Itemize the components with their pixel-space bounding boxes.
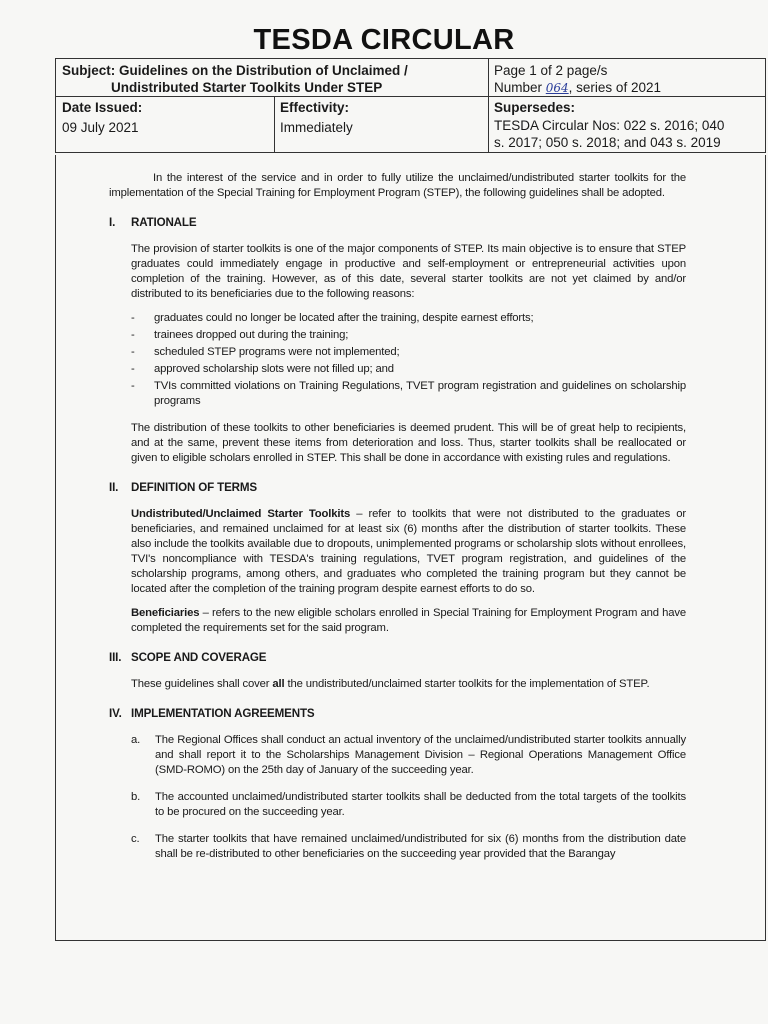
list-item: - trainees dropped out during the training; [131, 328, 686, 343]
circular-content [109, 171, 686, 874]
scope-paragraph: These guidelines shall cover all the undistributed/unclaimed starter toolkits for the implementation of STEP. [131, 678, 650, 690]
section-scope [109, 677, 686, 692]
list-item: - TVIs committed violations on Training Regulations, TVET program registration and guidelines on scholarship programs [131, 379, 686, 409]
effectivity-value: Immediately [280, 120, 353, 135]
implementation-list [109, 733, 686, 862]
circular-body-frame [55, 155, 766, 941]
effectivity-cell [280, 99, 480, 136]
supersedes-label: Supersedes: [494, 100, 576, 115]
date-issued-value: 09 July 2021 [62, 120, 139, 135]
effectivity-label: Effectivity: [280, 100, 350, 115]
reasons-list [131, 311, 686, 409]
list-item: b. The accounted unclaimed/undistributed starter toolkits shall be deducted from the total targets of the toolkits to be procured on the succeeding year. [131, 791, 686, 818]
list-item: - scheduled STEP programs were not implemented; [131, 345, 686, 360]
section-heading-rationale: I. RATIONALE [109, 216, 197, 229]
date-issued-cell [62, 99, 267, 136]
page-title: TESDA CIRCULAR [253, 24, 515, 56]
handwritten-number: 064 [545, 81, 569, 95]
circular-number: Number 064, series of 2021 [494, 80, 661, 95]
subject-line-1: Guidelines on the Distribution of Unclaimed / [119, 63, 408, 78]
list-item: - graduates could no longer be located after the training, despite earnest efforts; [131, 311, 686, 326]
rationale-paragraph-2: The distribution of these toolkits to other beneficiaries is deemed prudent. This will be of great help to recipients, and at the same, prevent these items from deterioration and loss. Thus, starter toolkits shall be reallocated or given to eligible scholars enrolled in STEP. This shall be done in accordance with existing rules and regulations. [131, 422, 686, 464]
subject-cell [62, 62, 482, 96]
definition-toolkits: Undistributed/Unclaimed Starter Toolkits – refer to toolkits that were not distributed to the graduates or beneficiaries, and remained unclaimed for at least six (6) months after the distribution of starter toolkits. These also include the toolkits available due to dropouts, unimplemented programs or scholarship slots without enrollees, TVI's noncompliance with TESDA's training regulations, TVET program registration, and guidelines of the scholarship programs, among others, and graduates who completed the training program but they cannot be located after the completion of the training program despite earnest efforts to do so. [131, 508, 686, 595]
section-definition [109, 507, 686, 636]
definition-beneficiaries: Beneficiaries – refers to the new eligible scholars enrolled in Special Training for Employment Program and have completed the requirements set for the said program. [131, 607, 686, 634]
intro-paragraph: In the interest of the service and in order to fully utilize the unclaimed/undistributed starter toolkits for the implementation of the Special Training for Employment Program (STEP), the following guidelines shall be adopted. [109, 172, 686, 199]
list-item: a. The Regional Offices shall conduct an actual inventory of the unclaimed/undistributed starter toolkits annually and shall report it to the Scholarships Management Division – Regional Operations Management Office (SMD-ROMO) on the 25th day of January of the succeeding year. [131, 734, 686, 776]
rationale-paragraph-1: The provision of starter toolkits is one of the major components of STEP. Its main objective is to ensure that STEP graduates could immediately engage in productive and self-employment or entrepreneurial activities upon completion of the training. However, as of this date, several starter toolkits are not yet claimed by and/or distributed to its beneficiaries due to the following reasons: [131, 243, 686, 300]
supersedes-line-2: s. 2017; 050 s. 2018; and 043 s. 2019 [494, 135, 721, 150]
section-heading-scope: III. SCOPE AND COVERAGE [109, 651, 267, 664]
supersedes-line-1: TESDA Circular Nos: 022 s. 2016; 040 [494, 118, 725, 133]
date-issued-label: Date Issued: [62, 100, 143, 115]
subject-label: Subject: [62, 63, 116, 78]
section-heading-definition: II. DEFINITION OF TERMS [109, 481, 257, 494]
circular-header-table [55, 58, 766, 153]
supersedes-cell [494, 99, 764, 151]
page-info: Page 1 of 2 page/s [494, 63, 608, 78]
section-heading-implementation: IV. IMPLEMENTATION AGREEMENTS [109, 707, 315, 720]
page-number-cell [494, 62, 762, 97]
list-item: - approved scholarship slots were not filled up; and [131, 362, 686, 377]
subject-line-2: Undistributed Starter Toolkits Under STEP [111, 80, 383, 95]
list-item: c. The starter toolkits that have remained unclaimed/undistributed for six (6) months from the distribution date shall be re-distributed to other beneficiaries on the succeeding year provided that the Barangay [131, 833, 686, 860]
section-rationale [109, 242, 686, 466]
